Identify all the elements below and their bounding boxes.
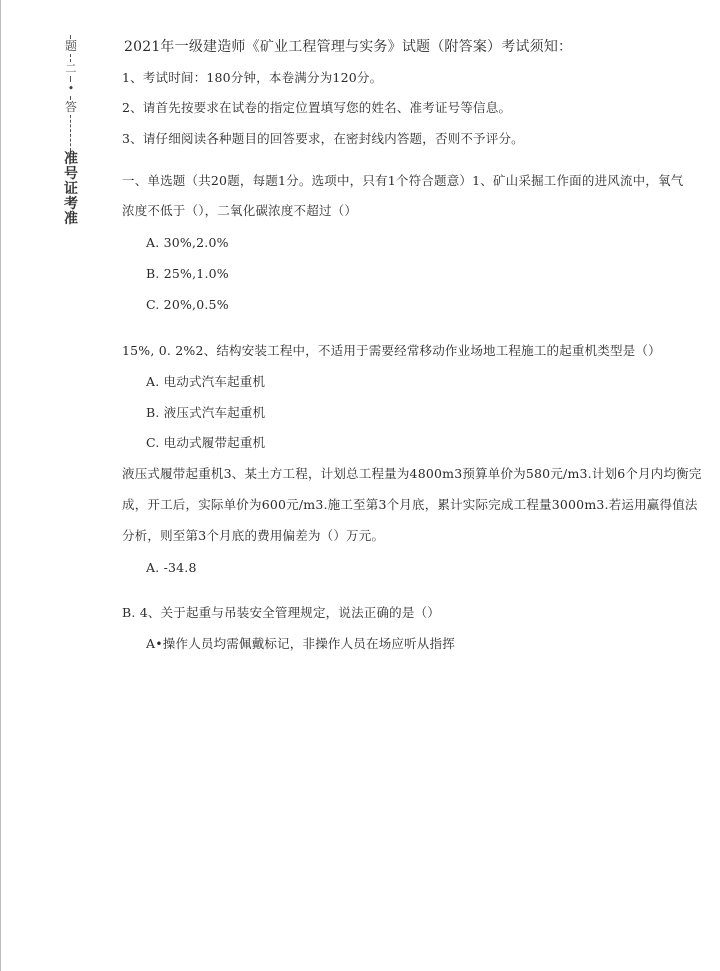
seal-char: 二: [65, 62, 77, 75]
question-2-text: 15%, 0. 2%2、结构安装工程中，不适用于需要经常移动作业场地工程施工的起重机类型是（）: [122, 343, 661, 358]
instruction-1: 1、考试时间：180分钟，本卷满分为120分。: [122, 70, 383, 85]
q2-option-b: B. 液压式汽车起重机: [146, 405, 266, 420]
q1-option-c: C. 20%,0.5%: [146, 297, 229, 312]
seal-char: 准: [64, 151, 78, 167]
question-1-text: 一、单选题（共20题，每题1分。选项中，只有1个符合题意）1、矿山采掘工作面的进风流中，氧气: [122, 173, 684, 188]
q4-option-a: A•操作人员均需佩戴标记，非操作人员在场应听从指挥: [146, 636, 455, 651]
instruction-2: 2、请首先按要求在试卷的指定位置填写您的姓名、准考证号等信息。: [122, 100, 512, 115]
seal-char: •: [67, 82, 75, 95]
seal-dash: [70, 54, 72, 62]
seal-char: 准: [64, 211, 78, 227]
question-3-text-cont: 成，开工后，实际单价为600元/m3.施工至第3个月底，累计实际完成工程量3000m3.若运用赢得值法: [122, 497, 698, 512]
seal-char: 考: [64, 196, 78, 212]
q1-option-b: B. 25%,1.0%: [146, 266, 229, 281]
seal-line-margin: [60, 34, 82, 227]
q1-option-a: A. 30%,2.0%: [146, 235, 229, 250]
q2-option-a: A. 电动式汽车起重机: [146, 374, 266, 389]
seal-char: 号: [64, 166, 78, 182]
exam-title: 2021年一级建造师《矿业工程管理与实务》试题（附答案）考试须知：: [124, 39, 573, 55]
page-border: [0, 0, 1, 971]
seal-dash: [70, 115, 72, 151]
seal-char: 题: [64, 39, 77, 53]
question-1-text-cont: 浓度不低于（），二氧化碳浓度不超过（）: [122, 203, 358, 218]
instruction-3: 3、请仔细阅读各种题目的回答要求，在密封线内答题，否则不予评分。: [122, 131, 524, 146]
seal-char: 答: [64, 100, 77, 114]
question-3-text-cont: 分析，则至第3个月底的费用偏差为（）万元。: [122, 528, 385, 543]
question-4-text: B. 4、关于起重与吊装安全管理规定，说法正确的是（）: [122, 605, 440, 620]
q3-option-a: A. -34.8: [146, 560, 197, 575]
seal-char: 证: [64, 181, 78, 197]
q2-option-c: C. 电动式履带起重机: [146, 435, 266, 450]
question-3-text: 液压式履带起重机3、某土方工程，计划总工程量为4800m3预算单价为580元/m3.计划6个月内均衡完: [122, 466, 702, 481]
